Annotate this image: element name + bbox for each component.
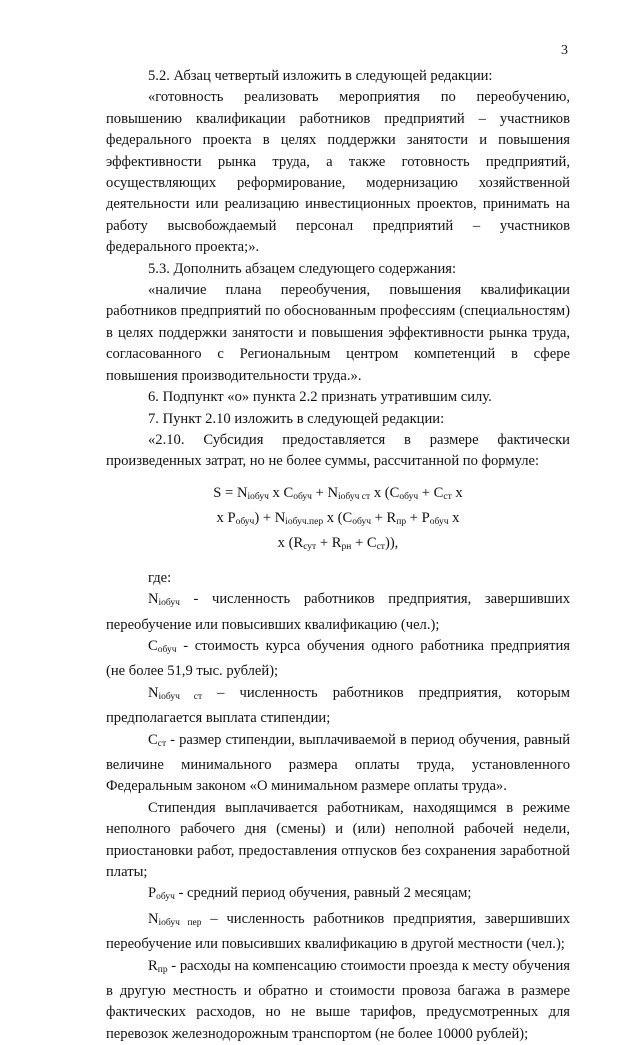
- formula-line-2: x $P_{обуч}) + N_{iобуч.пер}$ x ($C_{обуч} + R_{пр} + P_{обуч}$ x: [216, 509, 460, 527]
- page-number: 3: [561, 43, 568, 58]
- paragraph-2-10: «2.10. Субсидия предоставляется в размере фактически произведенных затрат, но не более суммы, рассчитанной по формуле:: [106, 431, 570, 470]
- paragraph-5-3: 5.3. Дополнить абзацем следующего содержания:: [148, 260, 457, 277]
- paragraph-retraining-plan: «наличие плана переобучения, повышения квалификации работников предприятий по обоснованным профессиям (специальностям) в целях поддержки занятости и повышения эффективности рынка труда, согласованного с Региональным центром компетенций в сфере повышения производительности труда.».: [106, 282, 570, 384]
- document-body: [106, 66, 570, 1045]
- formula-line-3: x $(R_{сут} + R_{рн} + C_{ст})$),: [277, 534, 399, 552]
- paragraph-6: 6. Подпункт «о» пункта 2.2 признать утратившим силу.: [148, 389, 492, 406]
- paragraph-7: 7. Пункт 2.10 изложить в следующей редакции:: [148, 410, 445, 427]
- definition-c-st: $C_{ст}$ - размер стипендии, выплачиваемой в период обучения, равный величине минимального размера оплаты труда, установленного Федеральным законом «О минимальном размере оплаты труда».: [106, 731, 570, 795]
- definition-n-iobuch-st: $N_{iобуч ст}$ – численность работников предприятия, которым предполагается выплата стипендии;: [106, 684, 570, 727]
- paragraph-stipend: Стипендия выплачивается работникам, находящимся в режиме неполного рабочего дня (смены) и (или) неполной рабочей недели, приостановки работ, предоставления отпусков без сохранения заработной платы;: [106, 799, 570, 880]
- paragraph-readiness: «готовность реализовать мероприятия по переобучению, повышению квалификации работников предприятий – участников федерального проекта в целях поддержки занятости и повышения эффективности рынка труда, а также готовность предприятий, осуществляющих реформирование, модернизацию хозяйственной деятельности или реализацию инвестиционных проектов, принимать на работу высвобождаемый персонал предприятий – участников федерального проекта;».: [106, 89, 570, 256]
- paragraph-5-2: 5.2. Абзац четвертый изложить в следующей редакции:: [148, 68, 493, 84]
- definition-n-iobuch: $N_{iобуч}$ - численность работников предприятия, завершивших переобучение или повысивших квалификацию (чел.);: [106, 591, 570, 633]
- definition-n-iobuch-per: $N_{iобуч пер}$ – численность работников предприятия, завершивших переобучение или повысивших квалификацию в другой местности (чел.);: [106, 910, 570, 953]
- formula-line-1: $S = N_{iобуч}$ x $C_{обуч} + N_{iобуч ст}$ x ($C_{обуч} + C_{ст}$ x: [213, 484, 463, 502]
- definition-c-obuch: $C_{обуч}$ - стоимость курса обучения одного работника предприятия (не более 51,9 тыс. рублей);: [106, 637, 570, 680]
- definition-p-obuch: $P_{обуч}$ - средний период обучения, равный 2 месяцам;: [148, 885, 472, 903]
- where-label: где:: [148, 569, 172, 586]
- subsidy-formula: [106, 483, 570, 558]
- definition-r-pr: $R_{пр}$ - расходы на компенсацию стоимости проезда к месту обучения в другую местность и обратно и стоимости провоза багажа в размере фактических расходов, но не выше тарифов, предусмотренных для перевозок железнодорожным транспортом (не более 10000 рублей);: [106, 957, 570, 1042]
